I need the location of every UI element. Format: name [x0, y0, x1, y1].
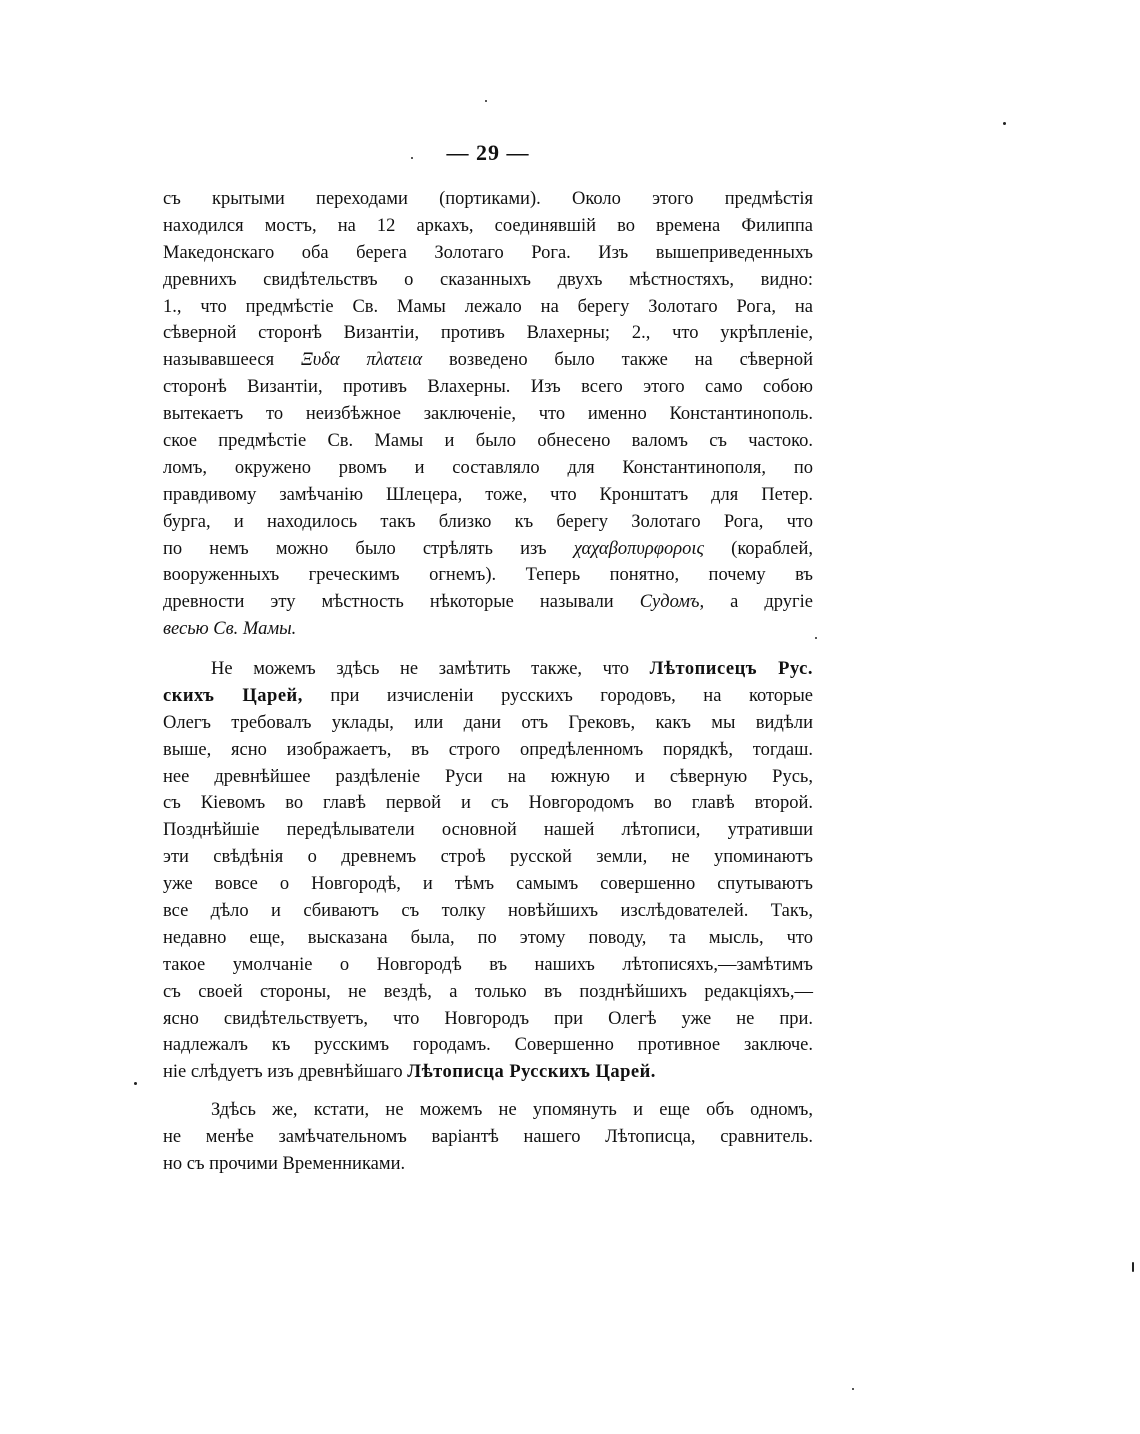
text-line: бурга, и находилось такъ близко къ берегу Золотаго Рога, что [163, 511, 813, 532]
text-line: правдивому замѣчанію Шлецера, тоже, что Кронштатъ для Петер. [163, 484, 813, 505]
text-line: находился мостъ, на 12 аркахъ, соединявшій во времена Филиппа [163, 215, 813, 236]
text-line: Здѣсь же, кстати, не можемъ не упомянуть и еще объ одномъ, [211, 1100, 813, 1120]
text-line: но съ прочими Временниками. [163, 1153, 406, 1174]
text-line: съ крытыми переходами (портиками). Около этого предмѣстія [163, 189, 813, 209]
text-segment: (кораблей, [704, 538, 814, 559]
text-line: такое умолчаніе о Новгородѣ въ нашихъ лѣтописяхъ,—замѣтимъ [163, 954, 813, 975]
paragraph-3 [163, 1097, 813, 1178]
text-segment: а другіе [704, 592, 813, 613]
text-line [163, 616, 813, 643]
text-line: ломъ, окружено рвомъ и составляло для Константинополя, по [163, 457, 813, 478]
text-line: не менѣе замѣчательномъ варіантѣ нашего Лѣтописца, сравнитель. [163, 1126, 813, 1147]
scan-speck [411, 157, 413, 159]
text-segment: Не можемъ здѣсь не замѣтить также, что [211, 659, 650, 679]
text-line: ясно свидѣтельствуетъ, что Новгородъ при Олегѣ уже не при. [163, 1008, 813, 1029]
text-line: сѣверной сторонѣ Византіи, противъ Влахерны; 2., что укрѣпленіе, [163, 323, 813, 344]
paragraph-1 [163, 186, 813, 643]
text-line: все дѣло и сбиваютъ съ толку новѣйшихъ изслѣдователей. Такъ, [163, 901, 813, 922]
page-number: — 29 — [446, 140, 530, 165]
text-segment: возведено было также на сѣверной [422, 350, 814, 371]
text-segment: ніе слѣдуетъ изъ древнѣйшаго [163, 1062, 408, 1083]
slavonic-title: Лѣтописца Русскихъ Царей. [407, 1062, 656, 1083]
text-line [163, 683, 813, 710]
text-line: уже вовсе о Новгородѣ, и тѣмъ самымъ совершенно спутываютъ [163, 874, 813, 895]
text-segment: называвшееся [163, 350, 301, 371]
text-line: съ своей стороны, не вездѣ, а только въ позднѣйшихъ редакціяхъ,— [163, 981, 813, 1002]
text-line: древнихъ свидѣтельствъ о сказанныхъ двухъ мѣстностяхъ, видно: [163, 269, 813, 290]
scan-speck [815, 637, 817, 639]
text-line: выше, ясно изображаетъ, въ строго опредѣленномъ порядкѣ, тогдаш. [163, 739, 813, 760]
italic-term: Судомъ, [639, 592, 705, 613]
greek-phrase: Ξυδα πλατεια [300, 350, 423, 371]
text-line [163, 656, 813, 683]
text-line: вытекаетъ то неизбѣжное заключеніе, что именно Константинополь. [163, 404, 813, 425]
greek-phrase: χαχαβοπυρφοροις [573, 538, 705, 559]
scan-speck [134, 1082, 137, 1085]
slavonic-title: скихъ Царей, [163, 685, 303, 706]
text-line: Македонскаго оба берега Золотаго Рога. Изъ вышеприведенныхъ [163, 242, 813, 263]
text-segment: по немъ можно было стрѣлять изъ [163, 538, 574, 559]
scan-speck [1132, 1262, 1134, 1272]
text-line: съ Кіевомъ во главѣ первой и съ Новгородомъ во главѣ второй. [163, 793, 813, 814]
scan-speck [1003, 122, 1006, 125]
text-line: надлежалъ къ русскимъ городамъ. Совершенно противное заключе. [163, 1035, 813, 1056]
text-line [163, 589, 813, 616]
text-line: Олегъ требовалъ уклады, или дани отъ Грековъ, какъ мы видѣли [163, 712, 813, 733]
text-line [163, 347, 813, 374]
text-line: недавно еще, высказана была, по этому поводу, та мысль, что [163, 927, 813, 948]
paragraph-2 [163, 656, 813, 1086]
text-segment: древности эту мѣстность нѣкоторые называли [163, 592, 640, 613]
text-line: сторонѣ Византіи, противъ Влахерны. Изъ всего этого само собою [163, 377, 813, 398]
italic-term: весью Св. Мамы. [163, 619, 297, 640]
text-line [163, 536, 813, 563]
text-line [163, 1059, 813, 1086]
text-line: эти свѣдѣнія о древнемъ строѣ русской земли, не упоминаютъ [163, 847, 813, 868]
text-line: 1., что предмѣстіе Св. Мамы лежало на берегу Золотаго Рога, на [163, 296, 813, 317]
text-segment: при изчисленіи русскихъ городовъ, на которые [302, 685, 813, 706]
text-line: Позднѣйшіе передѣлыватели основной нашей лѣтописи, утративши [163, 820, 813, 841]
slavonic-title: Лѣтописецъ Рус. [649, 659, 813, 679]
text-line: вооруженныхъ греческимъ огнемъ). Теперь понятно, почему въ [163, 565, 813, 586]
text-line: ское предмѣстіе Св. Мамы и было обнесено валомъ съ частоко. [163, 431, 813, 452]
scan-speck [852, 1388, 854, 1390]
text-line: нее древнѣйшее раздѣленіе Руси на южную и сѣверную Русь, [163, 766, 813, 787]
scan-speck [485, 100, 487, 102]
